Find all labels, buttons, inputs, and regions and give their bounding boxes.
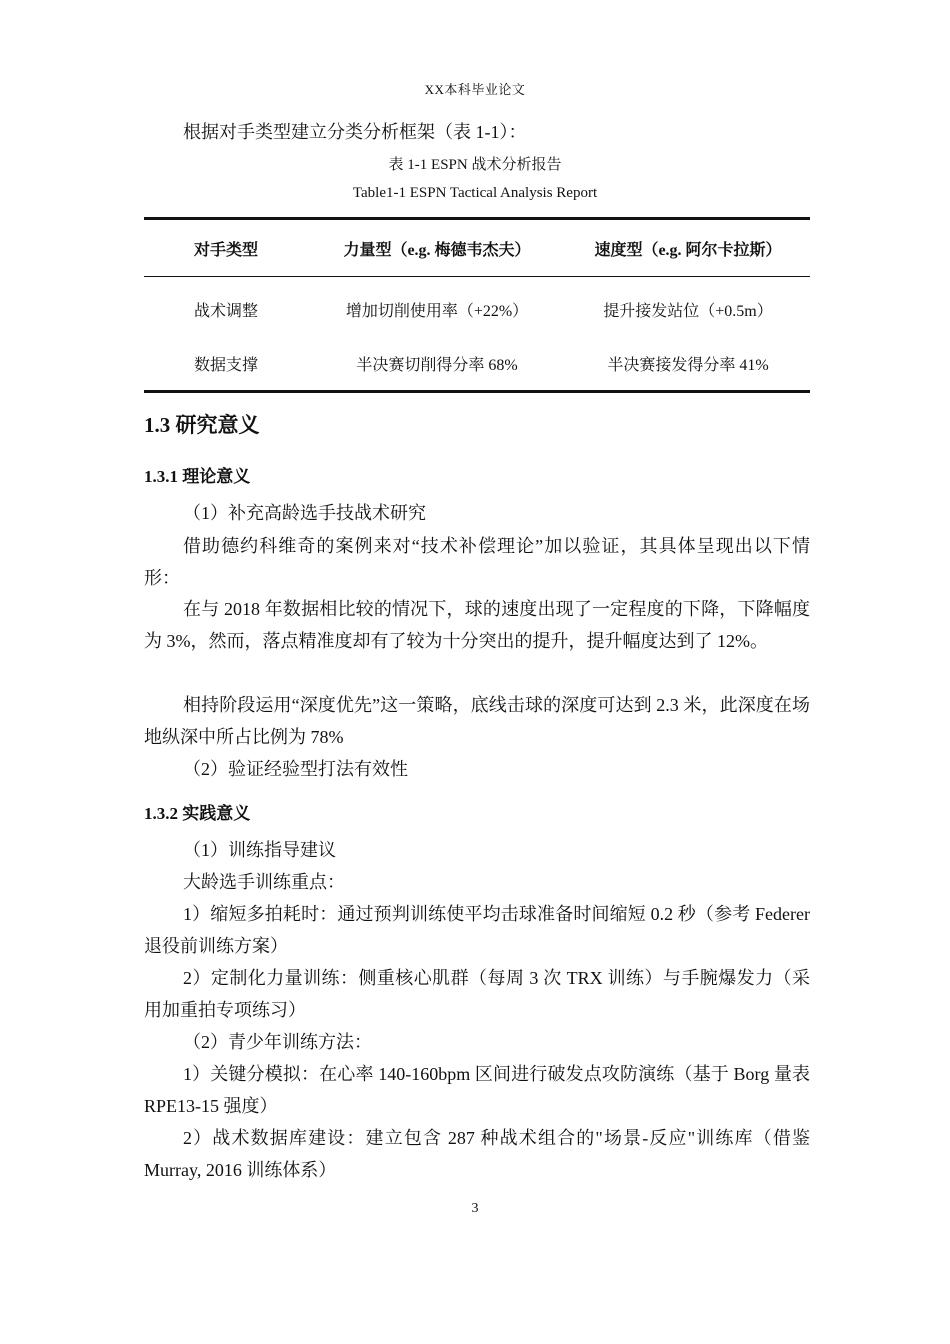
intro-paragraph: 根据对手类型建立分类分析框架（表 1-1）： (183, 122, 527, 142)
paragraph: 相持阶段运用“深度优先”这一策略，底线击球的深度可达到 2.3 米，此深度在场地纵深中所占比例为 78% (144, 695, 810, 747)
table-cell: 数据支撑 (193, 356, 258, 374)
table-cell: 半决赛切削得分率 68% (356, 356, 518, 374)
paragraph: （2）青少年训练方法： (183, 1032, 372, 1052)
table-cell: 提升接发站位（+0.5m） (603, 302, 773, 320)
paragraph: 2）定制化力量训练：侧重核心肌群（每周 3 次 TRX 训练）与手腕爆发力（采用加重拍专项练习） (144, 968, 810, 1020)
table-header-row (144, 219, 810, 277)
table-cell: 战术调整 (193, 302, 258, 320)
paragraph: （1）训练指导建议 (183, 840, 336, 860)
paragraph: 借助德约科维奇的案例来对“技术补偿理论”加以验证，其具体呈现出以下情形： (144, 536, 810, 588)
paragraph: 1）缩短多拍耗时：通过预判训练使平均击球准备时间缩短 0.2 秒（参考 Federer 退役前训练方案） (144, 904, 810, 956)
table-cell: 增加切削使用率（+22%） (345, 302, 529, 320)
subsection-heading-theory: 1.3.1 理论意义 (144, 467, 251, 486)
table-row (144, 277, 810, 337)
subsection-heading-practice: 1.3.2 实践意义 (144, 804, 251, 823)
paragraph: 大龄选手训练重点： (183, 872, 345, 892)
table-header-cell: 对手类型 (193, 241, 258, 259)
paragraph: 在与 2018 年数据相比较的情况下，球的速度出现了一定程度的下降，下降幅度为 3%，然而，落点精准度却有了较为十分突出的提升，提升幅度达到了 12%。 (144, 599, 810, 651)
paragraph: （2）验证经验型打法有效性 (183, 759, 408, 779)
table-caption-en: Table1-1 ESPN Tactical Analysis Report (352, 185, 598, 201)
paragraph: （1）补充高龄选手技战术研究 (183, 503, 426, 523)
table-header-cell: 速度型（e.g. 阿尔卡拉斯） (594, 241, 782, 259)
section-heading: 1.3 研究意义 (144, 413, 260, 437)
paragraph: 2）战术数据库建设：建立包含 287 种战术组合的"场景-反应"训练库（借鉴 Murray, 2016 训练体系） (144, 1128, 810, 1180)
table-caption-cn: 表 1-1 ESPN 战术分析报告 (388, 157, 562, 173)
table-header-cell: 力量型（e.g. 梅德韦杰夫） (343, 241, 531, 259)
tactical-analysis-table (144, 217, 810, 393)
table-cell: 半决赛接发得分率 41% (607, 356, 769, 374)
paragraph: 1）关键分模拟：在心率 140-160bpm 区间进行破发点攻防演练（基于 Borg 量表 RPE13-15 强度） (144, 1064, 810, 1116)
page-number: 3 (471, 1201, 479, 1216)
table-row (144, 336, 810, 392)
running-header: XX本科毕业论文 (424, 82, 526, 97)
